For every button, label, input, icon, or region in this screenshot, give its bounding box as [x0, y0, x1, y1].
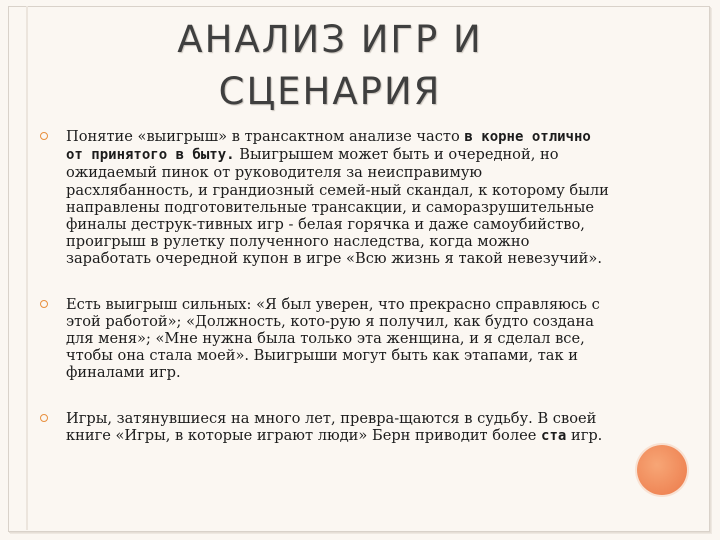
bullet-item-3	[40, 410, 610, 445]
bullet-1-text-b: Выигрышем может быть и очередной, но ожидаемый пинок от руководителя за неисправимую расхлябанность, и грандиозный семей-ный скандал, к которому были направлены подготовительные трансакции, и саморазрушительные финалы деструк-тивных игр - белая горячка и даже самоубийство, проигрыш в рулетку полученного наследства, когда можно заработать очередной купон в игре «Всю жизнь я такой невезучий».	[66, 146, 609, 268]
bullet-3-text-b: игр.	[566, 426, 603, 444]
ring-bullet-icon	[40, 414, 48, 422]
bullet-1-text-a: Понятие «выигрыш» в трансактном анализе часто	[66, 128, 465, 145]
bullet-item-1	[40, 128, 610, 268]
ring-bullet-icon	[40, 132, 48, 140]
title-line-1: АНАЛИЗ ИГР И	[177, 18, 483, 61]
bullet-2-text: Есть выигрыш сильных: «Я был уверен, что прекрасно справляюсь с этой работой»; «Должность, кото-рую я получил, как будто создана для меня»; «Мне нужна была только эта женщина, и я сделал все, чтобы она стала моей». Выигрыши могут быть как этапами, так и финалами игр.	[66, 295, 600, 382]
bullet-3-text-emphasis: ста	[541, 427, 567, 444]
bullet-list	[40, 128, 610, 445]
bullet-1-text-emphasis: в корне отлично от принятого в быту.	[66, 129, 591, 164]
slide-title	[100, 14, 560, 118]
left-rule	[26, 6, 28, 530]
title-line-2: СЦЕНАРИЯ	[218, 70, 442, 113]
decorative-circle	[637, 445, 687, 495]
ring-bullet-icon	[40, 300, 48, 308]
bullet-3-text-a: Игры, затянувшиеся на много лет, превра-щаются в судьбу. В своей книге «Игры, в которые играют люди» Берн приводит более	[66, 409, 597, 444]
bullet-item-2	[40, 296, 610, 382]
